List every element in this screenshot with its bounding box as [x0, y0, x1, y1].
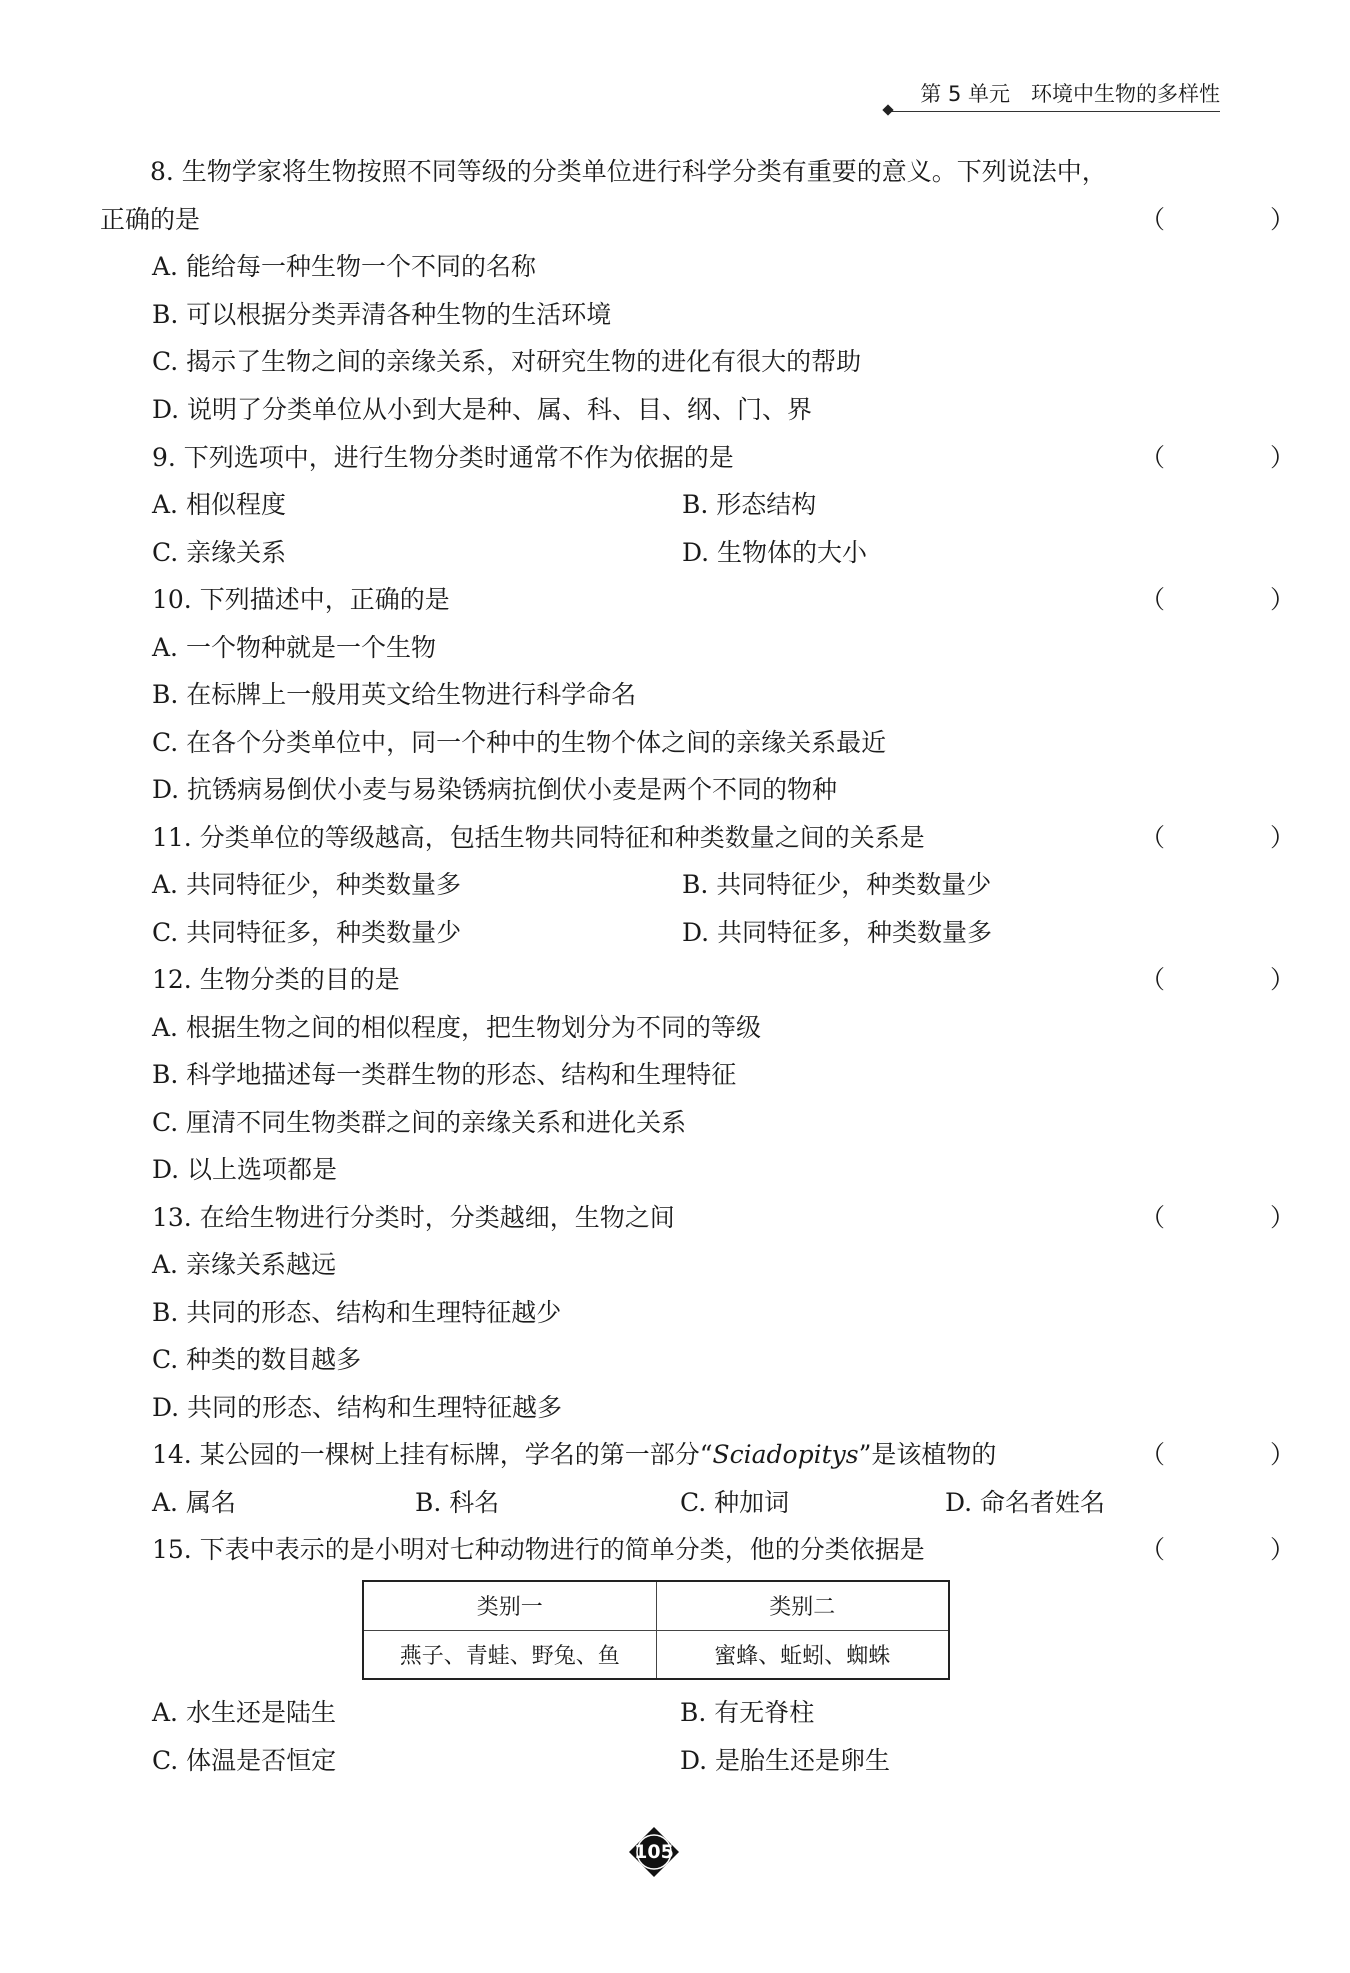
- table-cell-category-1: 燕子、青蛙、野兔、鱼: [364, 1630, 656, 1678]
- q15-stem: 15. 下表中表示的是小明对七种动物进行的简单分类，他的分类依据是: [152, 1535, 925, 1564]
- q15-answer-blank[interactable]: （ ）: [1140, 1535, 1336, 1564]
- q12-option-d[interactable]: D. 以上选项都是: [152, 1155, 338, 1184]
- header-rule: [890, 111, 1220, 112]
- q13-option-b[interactable]: B. 共同的形态、结构和生理特征越少: [152, 1298, 562, 1327]
- table-header-category-2: 类别二: [656, 1582, 948, 1630]
- q9-option-b[interactable]: B. 形态结构: [682, 490, 817, 519]
- q14-stem-pre: 14. 某公园的一棵树上挂有标牌，学名的第一部分“: [152, 1440, 713, 1469]
- q15-option-a[interactable]: A. 水生还是陆生: [152, 1698, 336, 1727]
- q9-stem: 9. 下列选项中，进行生物分类时通常不作为依据的是: [152, 443, 734, 472]
- q8-stem-line2: 正确的是: [100, 205, 201, 234]
- q15-option-d[interactable]: D. 是胎生还是卵生: [680, 1746, 891, 1775]
- q11-answer-blank[interactable]: （ ）: [1140, 823, 1336, 852]
- unit-header: 第 5 单元 环境中生物的多样性: [920, 82, 1220, 106]
- q11-option-b[interactable]: B. 共同特征少，种类数量少: [682, 870, 992, 899]
- q10-option-c[interactable]: C. 在各个分类单位中，同一个种中的生物个体之间的亲缘关系最近: [152, 728, 887, 757]
- table-cell-category-2: 蜜蜂、蚯蚓、蜘蛛: [656, 1630, 948, 1678]
- q10-option-b[interactable]: B. 在标牌上一般用英文给生物进行科学命名: [152, 680, 637, 709]
- q8-stem-line1: 8. 生物学家将生物按照不同等级的分类单位进行科学分类有重要的意义。下列说法中，: [150, 157, 1107, 186]
- q10-stem: 10. 下列描述中，正确的是: [152, 585, 450, 614]
- q12-answer-blank[interactable]: （ ）: [1140, 965, 1336, 994]
- q13-stem: 13. 在给生物进行分类时，分类越细，生物之间: [152, 1203, 675, 1232]
- q11-stem: 11. 分类单位的等级越高，包括生物共同特征和种类数量之间的关系是: [152, 823, 925, 852]
- q13-option-c[interactable]: C. 种类的数目越多: [152, 1345, 362, 1374]
- q14-option-a[interactable]: A. 属名: [152, 1488, 236, 1517]
- q13-option-a[interactable]: A. 亲缘关系越远: [152, 1250, 336, 1279]
- q9-answer-blank[interactable]: （ ）: [1140, 443, 1336, 472]
- q11-option-a[interactable]: A. 共同特征少，种类数量多: [152, 870, 461, 899]
- q14-option-d[interactable]: D. 命名者姓名: [945, 1488, 1106, 1517]
- q9-option-c[interactable]: C. 亲缘关系: [152, 538, 287, 567]
- classification-table: [362, 1580, 950, 1680]
- q14-answer-blank[interactable]: （ ）: [1140, 1440, 1336, 1469]
- q14-option-b[interactable]: B. 科名: [415, 1488, 500, 1517]
- q9-option-d[interactable]: D. 生物体的大小: [682, 538, 868, 567]
- q14-stem-post: ”是该植物的: [858, 1440, 997, 1469]
- q12-stem: 12. 生物分类的目的是: [152, 965, 400, 994]
- q14-option-c[interactable]: C. 种加词: [680, 1488, 790, 1517]
- q15-option-c[interactable]: C. 体温是否恒定: [152, 1746, 337, 1775]
- q8-option-a[interactable]: A. 能给每一种生物一个不同的名称: [152, 252, 536, 281]
- q11-option-d[interactable]: D. 共同特征多，种类数量多: [682, 918, 993, 947]
- q8-option-b[interactable]: B. 可以根据分类弄清各种生物的生活环境: [152, 300, 612, 329]
- q11-option-c[interactable]: C. 共同特征多，种类数量少: [152, 918, 462, 947]
- q8-option-c[interactable]: C. 揭示了生物之间的亲缘关系，对研究生物的进化有很大的帮助: [152, 347, 862, 376]
- q12-option-b[interactable]: B. 科学地描述每一类群生物的形态、结构和生理特征: [152, 1060, 737, 1089]
- q13-answer-blank[interactable]: （ ）: [1140, 1203, 1336, 1232]
- table-header-category-1: 类别一: [364, 1582, 656, 1630]
- q8-answer-blank[interactable]: （ ）: [1140, 205, 1336, 234]
- q12-option-a[interactable]: A. 根据生物之间的相似程度，把生物划分为不同的等级: [152, 1013, 761, 1042]
- q12-option-c[interactable]: C. 厘清不同生物类群之间的亲缘关系和进化关系: [152, 1108, 687, 1137]
- page-number: 105: [634, 1841, 674, 1863]
- q10-answer-blank[interactable]: （ ）: [1140, 585, 1336, 614]
- page-number-badge: [628, 1826, 680, 1878]
- q10-option-d[interactable]: D. 抗锈病易倒伏小麦与易染锈病抗倒伏小麦是两个不同的物种: [152, 775, 838, 804]
- q14-stem-latin-name: Sciadopitys: [712, 1440, 859, 1469]
- q14-stem: [152, 1440, 996, 1470]
- q15-option-b[interactable]: B. 有无脊柱: [680, 1698, 815, 1727]
- q13-option-d[interactable]: D. 共同的形态、结构和生理特征越多: [152, 1393, 563, 1422]
- q9-option-a[interactable]: A. 相似程度: [152, 490, 286, 519]
- q10-option-a[interactable]: A. 一个物种就是一个生物: [152, 633, 436, 662]
- q8-option-d[interactable]: D. 说明了分类单位从小到大是种、属、科、目、纲、门、界: [152, 395, 813, 424]
